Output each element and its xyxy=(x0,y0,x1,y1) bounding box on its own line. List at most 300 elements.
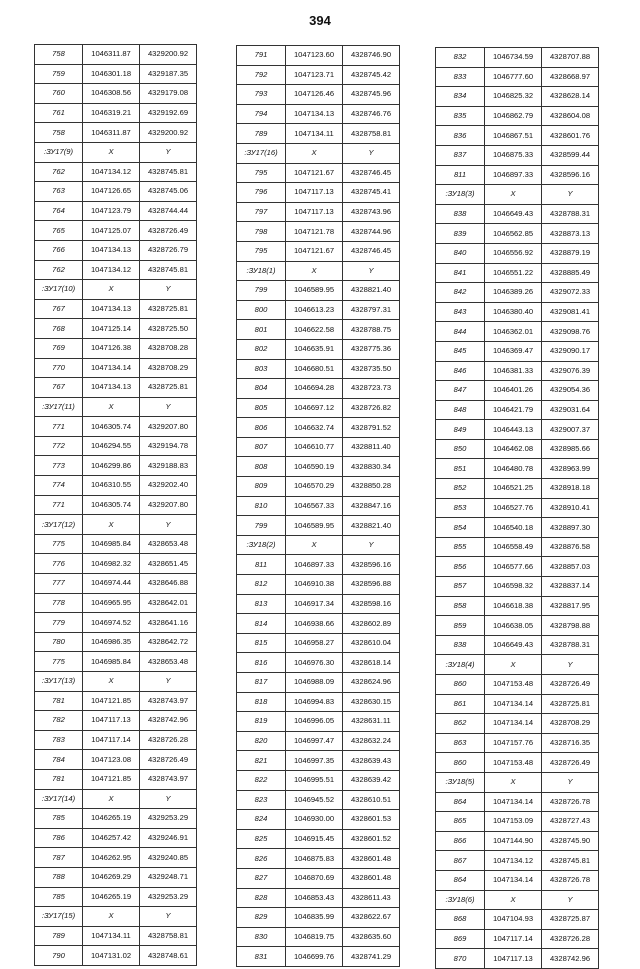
table-row xyxy=(436,498,599,518)
y-coordinate-cell: 4328622.67 xyxy=(343,908,400,928)
y-coordinate-cell: Y xyxy=(140,907,197,927)
point-number-cell: 766 xyxy=(35,240,83,260)
x-coordinate-cell: 1046480.78 xyxy=(485,459,542,479)
x-coordinate-cell: 1047126.46 xyxy=(286,85,343,105)
y-coordinate-cell: 4328746.76 xyxy=(343,104,400,124)
x-coordinate-cell: 1047134.12 xyxy=(83,260,140,280)
parcel-id-cell: :ЗУ18(2) xyxy=(237,535,286,555)
x-coordinate-cell: X xyxy=(485,890,542,910)
y-coordinate-cell: 4328632.24 xyxy=(343,731,400,751)
table-row xyxy=(35,809,197,829)
point-number-cell: 860 xyxy=(436,675,485,695)
parcel-id-cell: :ЗУ17(11) xyxy=(35,397,83,417)
y-coordinate-cell: Y xyxy=(542,655,599,675)
point-number-cell: 765 xyxy=(35,221,83,241)
point-number-cell: 771 xyxy=(35,495,83,515)
point-number-cell: 777 xyxy=(35,574,83,594)
table-row xyxy=(237,281,400,301)
point-number-cell: 794 xyxy=(237,104,286,124)
table-row xyxy=(436,322,599,342)
y-coordinate-cell: 4328797.31 xyxy=(343,300,400,320)
x-coordinate-cell: 1047121.78 xyxy=(286,222,343,242)
parcel-id-cell: :ЗУ17(14) xyxy=(35,789,83,809)
y-coordinate-cell: 4328596.16 xyxy=(343,555,400,575)
point-number-cell: 828 xyxy=(237,888,286,908)
y-coordinate-cell: 4328707.88 xyxy=(542,48,599,68)
point-number-cell: 817 xyxy=(237,673,286,693)
y-coordinate-cell: 4328811.40 xyxy=(343,437,400,457)
table-row xyxy=(35,534,197,554)
x-coordinate-cell: 1047153.48 xyxy=(485,753,542,773)
point-number-cell: 860 xyxy=(436,753,485,773)
y-coordinate-cell: 4329248.71 xyxy=(140,867,197,887)
y-coordinate-cell: 4328745.81 xyxy=(542,851,599,871)
table-row xyxy=(35,103,197,123)
point-number-cell: 792 xyxy=(237,65,286,85)
x-coordinate-cell: 1047134.13 xyxy=(83,299,140,319)
x-coordinate-cell: 1047123.79 xyxy=(83,201,140,221)
y-coordinate-cell: 4328746.45 xyxy=(343,163,400,183)
x-coordinate-cell: 1046389.26 xyxy=(485,283,542,303)
table-row xyxy=(436,106,599,126)
point-number-cell: 803 xyxy=(237,359,286,379)
point-number-cell: 806 xyxy=(237,418,286,438)
y-coordinate-cell: Y xyxy=(140,789,197,809)
point-number-cell: 823 xyxy=(237,790,286,810)
point-number-cell: 771 xyxy=(35,417,83,437)
y-coordinate-cell: 4328745.96 xyxy=(343,85,400,105)
x-coordinate-cell: 1046819.75 xyxy=(286,927,343,947)
x-coordinate-cell: 1046694.28 xyxy=(286,379,343,399)
table-row xyxy=(35,378,197,398)
y-coordinate-cell: 4328746.90 xyxy=(343,46,400,66)
x-coordinate-cell: 1046613.23 xyxy=(286,300,343,320)
y-coordinate-cell: 4329207.80 xyxy=(140,417,197,437)
point-number-cell: 787 xyxy=(35,848,83,868)
y-coordinate-cell: 4328726.28 xyxy=(140,730,197,750)
x-coordinate-cell: 1046540.18 xyxy=(485,518,542,538)
point-number-cell: 767 xyxy=(35,299,83,319)
y-coordinate-cell: 4328631.11 xyxy=(343,712,400,732)
point-number-cell: 826 xyxy=(237,849,286,869)
point-number-cell: 799 xyxy=(237,281,286,301)
table-row xyxy=(35,182,197,202)
table-row xyxy=(35,828,197,848)
y-coordinate-cell: 4329090.17 xyxy=(542,341,599,361)
y-coordinate-cell: 4328850.28 xyxy=(343,477,400,497)
table-row xyxy=(436,381,599,401)
parcel-id-cell: :ЗУ18(5) xyxy=(436,772,485,792)
x-coordinate-cell: X xyxy=(286,261,343,281)
table-row xyxy=(35,221,197,241)
table-row xyxy=(35,64,197,84)
table-row xyxy=(436,302,599,322)
parcel-id-cell: :ЗУ18(1) xyxy=(237,261,286,281)
x-coordinate-cell: X xyxy=(83,397,140,417)
point-number-cell: 783 xyxy=(35,730,83,750)
x-coordinate-cell: 1046680.51 xyxy=(286,359,343,379)
y-coordinate-cell: 4328601.76 xyxy=(542,126,599,146)
table-row xyxy=(436,851,599,871)
point-number-cell: 762 xyxy=(35,162,83,182)
table-row xyxy=(436,243,599,263)
x-coordinate-cell: 1046982.32 xyxy=(83,554,140,574)
x-coordinate-cell: X xyxy=(83,789,140,809)
x-coordinate-cell: 1046294.55 xyxy=(83,436,140,456)
x-coordinate-cell: 1046974.52 xyxy=(83,613,140,633)
y-coordinate-cell: 4328745.90 xyxy=(542,831,599,851)
table-row xyxy=(237,653,400,673)
point-number-cell: 774 xyxy=(35,476,83,496)
x-coordinate-cell: 1046917.34 xyxy=(286,594,343,614)
point-number-cell: 772 xyxy=(35,436,83,456)
point-number-cell: 870 xyxy=(436,949,485,969)
point-number-cell: 849 xyxy=(436,420,485,440)
parcel-header-row xyxy=(35,397,197,417)
x-coordinate-cell: 1047121.85 xyxy=(83,769,140,789)
point-number-cell: 855 xyxy=(436,537,485,557)
point-number-cell: 761 xyxy=(35,103,83,123)
x-coordinate-cell: 1046570.29 xyxy=(286,477,343,497)
x-coordinate-cell: 1046938.66 xyxy=(286,614,343,634)
table-row xyxy=(35,456,197,476)
point-number-cell: 861 xyxy=(436,694,485,714)
point-number-cell: 864 xyxy=(436,870,485,890)
x-coordinate-cell: 1046632.74 xyxy=(286,418,343,438)
y-coordinate-cell: 4329054.36 xyxy=(542,381,599,401)
table-row xyxy=(237,633,400,653)
table-row xyxy=(436,361,599,381)
point-number-cell: 862 xyxy=(436,714,485,734)
y-coordinate-cell: 4328604.08 xyxy=(542,106,599,126)
y-coordinate-cell: Y xyxy=(140,280,197,300)
point-number-cell: 799 xyxy=(237,516,286,536)
y-coordinate-cell: 4328745.81 xyxy=(140,260,197,280)
point-number-cell: 795 xyxy=(237,241,286,261)
point-number-cell: 824 xyxy=(237,810,286,830)
x-coordinate-cell: 1046853.43 xyxy=(286,888,343,908)
parcel-id-cell: :ЗУ17(12) xyxy=(35,515,83,535)
x-coordinate-cell: 1046598.32 xyxy=(485,577,542,597)
x-coordinate-cell: 1046618.38 xyxy=(485,596,542,616)
table-row xyxy=(436,870,599,890)
x-coordinate-cell: 1046988.09 xyxy=(286,673,343,693)
y-coordinate-cell: 4328985.66 xyxy=(542,439,599,459)
y-coordinate-cell: 4329007.37 xyxy=(542,420,599,440)
y-coordinate-cell: 4329194.78 xyxy=(140,436,197,456)
point-number-cell: 760 xyxy=(35,84,83,104)
table-row xyxy=(436,694,599,714)
table-row xyxy=(436,67,599,87)
y-coordinate-cell: 4328735.50 xyxy=(343,359,400,379)
parcel-header-row xyxy=(35,280,197,300)
x-coordinate-cell: 1046974.44 xyxy=(83,574,140,594)
y-coordinate-cell: 4328727.43 xyxy=(542,812,599,832)
y-coordinate-cell: 4328821.40 xyxy=(343,281,400,301)
y-coordinate-cell: 4328876.58 xyxy=(542,537,599,557)
table-row xyxy=(237,496,400,516)
y-coordinate-cell: 4328726.49 xyxy=(542,675,599,695)
table-row xyxy=(237,202,400,222)
y-coordinate-cell: 4328635.60 xyxy=(343,927,400,947)
table-row xyxy=(237,46,400,66)
table-row xyxy=(237,908,400,928)
point-number-cell: 767 xyxy=(35,378,83,398)
table-row xyxy=(436,596,599,616)
x-coordinate-cell: X xyxy=(485,185,542,205)
x-coordinate-cell: 1046589.95 xyxy=(286,281,343,301)
table-row xyxy=(237,731,400,751)
table-row xyxy=(35,613,197,633)
table-row xyxy=(436,263,599,283)
x-coordinate-cell: 1046369.47 xyxy=(485,341,542,361)
point-number-cell: 791 xyxy=(237,46,286,66)
coordinates-table-left xyxy=(34,44,197,966)
point-number-cell: 807 xyxy=(237,437,286,457)
y-coordinate-cell: 4329188.83 xyxy=(140,456,197,476)
table-row xyxy=(436,420,599,440)
y-coordinate-cell: 4329081.41 xyxy=(542,302,599,322)
table-row xyxy=(436,283,599,303)
table-row xyxy=(35,495,197,515)
x-coordinate-cell: 1047123.71 xyxy=(286,65,343,85)
table-row xyxy=(237,300,400,320)
table-row xyxy=(436,714,599,734)
point-number-cell: 764 xyxy=(35,201,83,221)
table-row xyxy=(436,204,599,224)
table-row xyxy=(436,518,599,538)
table-row xyxy=(237,124,400,144)
x-coordinate-cell: 1047117.14 xyxy=(83,730,140,750)
table-row xyxy=(237,829,400,849)
point-number-cell: 863 xyxy=(436,733,485,753)
table-row xyxy=(237,241,400,261)
x-coordinate-cell: 1046995.51 xyxy=(286,770,343,790)
point-number-cell: 835 xyxy=(436,106,485,126)
point-number-cell: 853 xyxy=(436,498,485,518)
y-coordinate-cell: 4329072.33 xyxy=(542,283,599,303)
y-coordinate-cell: 4329246.91 xyxy=(140,828,197,848)
y-coordinate-cell: 4328745.41 xyxy=(343,183,400,203)
table-row xyxy=(436,616,599,636)
y-coordinate-cell: 4328885.49 xyxy=(542,263,599,283)
x-coordinate-cell: 1046986.35 xyxy=(83,632,140,652)
point-number-cell: 851 xyxy=(436,459,485,479)
y-coordinate-cell: 4328798.88 xyxy=(542,616,599,636)
table-row xyxy=(436,87,599,107)
y-coordinate-cell: 4328651.45 xyxy=(140,554,197,574)
table-row xyxy=(237,692,400,712)
table-row xyxy=(237,947,400,967)
y-coordinate-cell: 4328725.81 xyxy=(542,694,599,714)
y-coordinate-cell: 4328708.29 xyxy=(542,714,599,734)
y-coordinate-cell: 4328708.28 xyxy=(140,338,197,358)
y-coordinate-cell: 4328598.16 xyxy=(343,594,400,614)
y-coordinate-cell: 4329202.40 xyxy=(140,476,197,496)
table-row xyxy=(436,831,599,851)
parcel-header-row xyxy=(35,515,197,535)
y-coordinate-cell: 4328745.81 xyxy=(140,162,197,182)
table-row xyxy=(237,418,400,438)
table-row xyxy=(237,594,400,614)
table-row xyxy=(237,770,400,790)
x-coordinate-cell: 1047134.14 xyxy=(485,694,542,714)
table-row xyxy=(35,417,197,437)
x-coordinate-cell: 1046997.47 xyxy=(286,731,343,751)
x-coordinate-cell: 1046994.83 xyxy=(286,692,343,712)
table-row xyxy=(35,358,197,378)
table-row xyxy=(237,712,400,732)
table-row xyxy=(35,926,197,946)
y-coordinate-cell: 4329076.39 xyxy=(542,361,599,381)
x-coordinate-cell: 1046381.33 xyxy=(485,361,542,381)
y-coordinate-cell: Y xyxy=(343,143,400,163)
table-row xyxy=(35,593,197,613)
y-coordinate-cell: 4328618.14 xyxy=(343,653,400,673)
point-number-cell: 768 xyxy=(35,319,83,339)
y-coordinate-cell: 4328745.06 xyxy=(140,182,197,202)
y-coordinate-cell: 4328744.44 xyxy=(140,201,197,221)
y-coordinate-cell: 4328821.40 xyxy=(343,516,400,536)
y-coordinate-cell: 4328743.97 xyxy=(140,691,197,711)
x-coordinate-cell: 1047134.11 xyxy=(83,926,140,946)
table-row xyxy=(35,867,197,887)
table-row xyxy=(237,398,400,418)
y-coordinate-cell: 4328726.49 xyxy=(140,750,197,770)
y-coordinate-cell: 4328726.82 xyxy=(343,398,400,418)
x-coordinate-cell: 1047123.60 xyxy=(286,46,343,66)
table-row xyxy=(436,224,599,244)
point-number-cell: 808 xyxy=(237,457,286,477)
table-row xyxy=(436,145,599,165)
y-coordinate-cell: 4328742.96 xyxy=(140,711,197,731)
y-coordinate-cell: Y xyxy=(343,261,400,281)
x-coordinate-cell: 1046380.40 xyxy=(485,302,542,322)
table-row xyxy=(237,673,400,693)
x-coordinate-cell: 1046867.51 xyxy=(485,126,542,146)
parcel-header-row xyxy=(35,907,197,927)
y-coordinate-cell: 4328639.43 xyxy=(343,751,400,771)
x-coordinate-cell: 1047134.14 xyxy=(485,870,542,890)
point-number-cell: 864 xyxy=(436,792,485,812)
table-row xyxy=(35,476,197,496)
point-number-cell: 797 xyxy=(237,202,286,222)
page-number: 394 xyxy=(309,13,331,28)
x-coordinate-cell: 1047134.11 xyxy=(286,124,343,144)
x-coordinate-cell: 1046562.85 xyxy=(485,224,542,244)
table-row xyxy=(237,163,400,183)
point-number-cell: 819 xyxy=(237,712,286,732)
x-coordinate-cell: 1047134.14 xyxy=(485,714,542,734)
point-number-cell: 801 xyxy=(237,320,286,340)
parcel-header-row xyxy=(237,143,400,163)
point-number-cell: 867 xyxy=(436,851,485,871)
point-number-cell: 789 xyxy=(237,124,286,144)
x-coordinate-cell: 1047117.13 xyxy=(485,949,542,969)
x-coordinate-cell: 1047104.93 xyxy=(485,910,542,930)
y-coordinate-cell: 4328610.51 xyxy=(343,790,400,810)
x-coordinate-cell: 1046311.87 xyxy=(83,123,140,143)
y-coordinate-cell: 4328708.29 xyxy=(140,358,197,378)
y-coordinate-cell: 4328630.15 xyxy=(343,692,400,712)
point-number-cell: 841 xyxy=(436,263,485,283)
table-row xyxy=(35,84,197,104)
x-coordinate-cell: 1046362.01 xyxy=(485,322,542,342)
y-coordinate-cell: 4328653.48 xyxy=(140,534,197,554)
y-coordinate-cell: 4328745.42 xyxy=(343,65,400,85)
point-number-cell: 859 xyxy=(436,616,485,636)
y-coordinate-cell: 4328726.28 xyxy=(542,929,599,949)
table-row xyxy=(436,577,599,597)
table-row xyxy=(436,910,599,930)
x-coordinate-cell: 1047134.13 xyxy=(83,240,140,260)
table-row xyxy=(436,126,599,146)
x-coordinate-cell: 1046265.19 xyxy=(83,809,140,829)
point-number-cell: 762 xyxy=(35,260,83,280)
x-coordinate-cell: 1047125.07 xyxy=(83,221,140,241)
point-number-cell: 804 xyxy=(237,379,286,399)
point-number-cell: 796 xyxy=(237,183,286,203)
x-coordinate-cell: 1046558.49 xyxy=(485,537,542,557)
point-number-cell: 847 xyxy=(436,381,485,401)
point-number-cell: 773 xyxy=(35,456,83,476)
point-number-cell: 785 xyxy=(35,887,83,907)
y-coordinate-cell: 4328879.19 xyxy=(542,243,599,263)
y-coordinate-cell: 4328748.61 xyxy=(140,946,197,966)
x-coordinate-cell: 1046308.56 xyxy=(83,84,140,104)
point-number-cell: 842 xyxy=(436,283,485,303)
y-coordinate-cell: 4328726.49 xyxy=(140,221,197,241)
table-row xyxy=(237,790,400,810)
x-coordinate-cell: 1046870.69 xyxy=(286,868,343,888)
parcel-header-row xyxy=(436,655,599,675)
table-row xyxy=(237,849,400,869)
x-coordinate-cell: 1047117.13 xyxy=(286,183,343,203)
point-number-cell: 834 xyxy=(436,87,485,107)
y-coordinate-cell: Y xyxy=(140,142,197,162)
table-row xyxy=(237,65,400,85)
x-coordinate-cell: 1046777.60 xyxy=(485,67,542,87)
y-coordinate-cell: 4328726.49 xyxy=(542,753,599,773)
x-coordinate-cell: 1047121.67 xyxy=(286,163,343,183)
point-number-cell: 790 xyxy=(35,946,83,966)
parcel-id-cell: :ЗУ17(15) xyxy=(35,907,83,927)
y-coordinate-cell: 4328723.73 xyxy=(343,379,400,399)
x-coordinate-cell: 1046319.21 xyxy=(83,103,140,123)
point-number-cell: 784 xyxy=(35,750,83,770)
table-row xyxy=(237,555,400,575)
table-row xyxy=(436,439,599,459)
y-coordinate-cell: 4328601.48 xyxy=(343,868,400,888)
point-number-cell: 769 xyxy=(35,338,83,358)
y-coordinate-cell: 4328653.48 xyxy=(140,652,197,672)
x-coordinate-cell: 1046310.55 xyxy=(83,476,140,496)
table-row xyxy=(35,338,197,358)
parcel-id-cell: :ЗУ18(6) xyxy=(436,890,485,910)
x-coordinate-cell: 1046305.74 xyxy=(83,417,140,437)
y-coordinate-cell: 4328746.45 xyxy=(343,241,400,261)
table-row xyxy=(35,750,197,770)
x-coordinate-cell: 1046521.25 xyxy=(485,479,542,499)
y-coordinate-cell: 4329098.76 xyxy=(542,322,599,342)
x-coordinate-cell: 1047134.14 xyxy=(485,792,542,812)
y-coordinate-cell: 4328628.14 xyxy=(542,87,599,107)
parcel-header-row xyxy=(35,142,197,162)
table-row xyxy=(237,437,400,457)
y-coordinate-cell: 4328725.50 xyxy=(140,319,197,339)
y-coordinate-cell: 4328646.88 xyxy=(140,574,197,594)
y-coordinate-cell: 4328610.04 xyxy=(343,633,400,653)
